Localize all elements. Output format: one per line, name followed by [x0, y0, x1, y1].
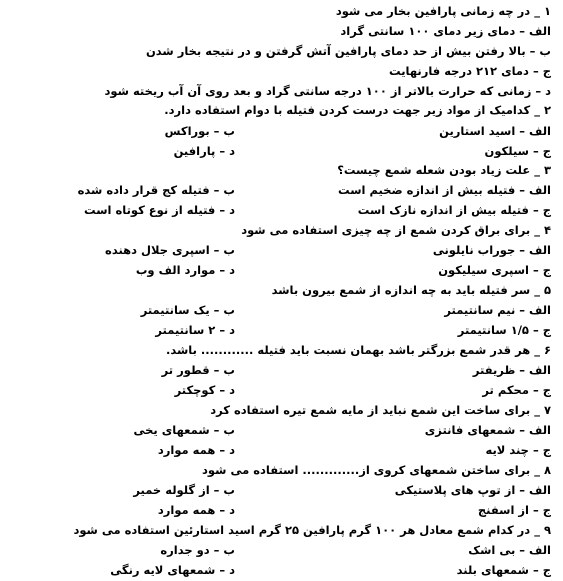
question-6-option-d: د – کوچکتر: [174, 383, 235, 397]
question-7-stem: ۷ _ برای ساخت این شمع نباید از مایه شمع تیره استفاده کرد: [210, 403, 551, 417]
question-3-option-c: ج – فتیله بیش از اندازه نازک است: [357, 203, 551, 217]
question-7-option-a: الف – شمعهای فانتزی: [424, 423, 551, 437]
question-4-stem: ۴ _ برای براق کردن شمع از چه چیزی استفاده می شود: [241, 223, 551, 237]
question-2-stem: ۲ _ کدامیک از مواد زیر جهت درست کردن فتیله با دوام استفاده دارد.: [164, 103, 551, 117]
question-4-option-b: ب – اسپری جلال دهنده: [105, 243, 235, 257]
question-5-option-a: الف – نیم سانتیمتر: [444, 303, 551, 317]
question-8-option-a: الف – از توپ های پلاستیکی: [394, 483, 551, 497]
question-9-option-a: الف – بی اشک: [468, 543, 551, 557]
question-1-option-a: الف – دمای زیر دمای ۱۰۰ سانتی گراد: [340, 24, 551, 38]
question-2-option-a: الف – اسید استارین: [439, 124, 551, 138]
question-6-option-b: ب – قطور تر: [161, 363, 235, 377]
question-7-option-c: ج – چند لایه: [485, 443, 551, 457]
question-3-option-b: ب – فتیله کج قرار داده شده: [77, 183, 235, 197]
question-5-option-d: د – ۲ سانتیمتر: [155, 323, 235, 337]
question-5-option-c: ج – ۱/۵ سانتیمتر: [457, 323, 551, 337]
question-8-option-b: ب – از گلوله خمیر: [133, 483, 235, 497]
question-3-option-a: الف – فتیله بیش از اندازه ضخیم است: [338, 183, 551, 197]
question-9-option-b: ب – دو جداره: [160, 543, 235, 557]
question-6-stem: ۶ _ هر قدر شمع بزرگتر باشد بهمان نسبت باید فتیله ............ باشد.: [165, 343, 551, 357]
question-8-stem: ۸ _ برای ساختن شمعهای کروی از............. استفاده می شود: [202, 463, 551, 477]
question-3-stem: ۳ _ علت زیاد بودن شعله شمع چیست؟: [337, 163, 551, 177]
question-9-stem: ۹ _ در کدام شمع معادل هر ۱۰۰ گرم پارافین ۲۵ گرم اسید استارئین استفاده می شود: [73, 523, 551, 537]
question-1-option-b: ب – بالا رفتن بیش از حد دمای پارافین آتش گرفتن و در نتیجه بخار شدن: [145, 44, 551, 58]
question-9-option-c: ج – شمعهای بلند: [456, 563, 551, 577]
question-5-stem: ۵ _ سر فتیله باید به چه اندازه از شمع بیرون باشد: [271, 283, 551, 297]
question-7-option-b: ب – شمعهای یخی: [133, 423, 235, 437]
question-6-option-a: الف – ظریفتر: [472, 363, 551, 377]
question-5-option-b: ب – یک سانتیمتر: [140, 303, 235, 317]
question-1-option-d: د – زمانی که حرارت بالاتر از ۱۰۰ درجه سانتی گراد و بعد روی آن آب ریخته شود: [104, 84, 551, 98]
question-6-option-c: ج – محکم تر: [482, 383, 551, 397]
question-4-option-a: الف – جوراب نایلونی: [432, 243, 551, 257]
question-8-option-c: ج – از اسفنج: [477, 503, 551, 517]
question-2-option-c: ج – سیلکون: [484, 144, 551, 158]
question-4-option-c: ج – اسپری سیلیکون: [438, 263, 551, 277]
question-2-option-d: د – پارافین: [173, 144, 235, 158]
question-1-stem: ۱ _ در چه زمانی پارافین بخار می شود: [335, 4, 551, 18]
question-3-option-d: د – فتیله از نوع کوتاه است: [84, 203, 235, 217]
question-4-option-d: د – موارد الف وب: [135, 263, 235, 277]
question-9-option-d: د – شمعهای لایه رنگی: [110, 563, 235, 577]
question-8-option-d: د – همه موارد: [157, 503, 235, 517]
question-2-option-b: ب – بوراکس: [164, 124, 235, 138]
question-7-option-d: د – همه موارد: [157, 443, 235, 457]
question-1-option-c: ج – دمای ۲۱۲ درجه فارنهایت: [389, 64, 551, 78]
